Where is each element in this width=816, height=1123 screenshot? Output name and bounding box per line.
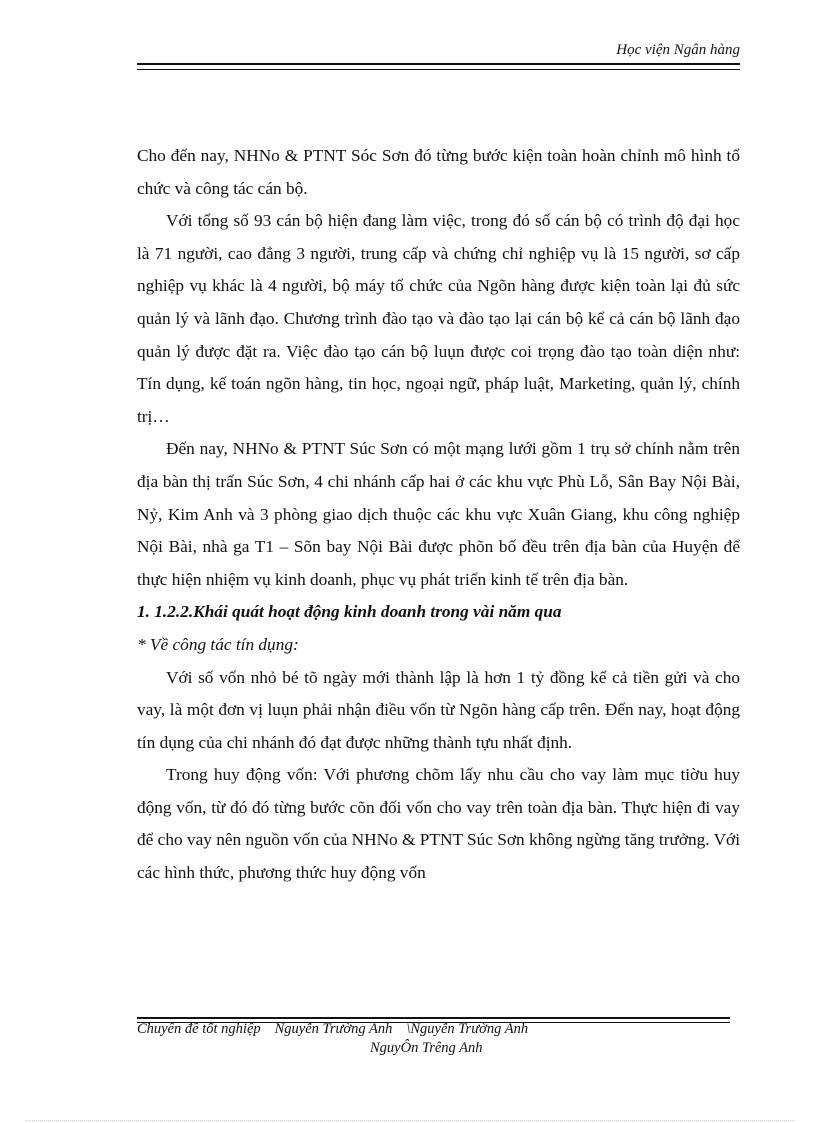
footer-label: Chuyên đề tốt nghiệp: [137, 1021, 261, 1037]
subheading: * Về công tác tín dụng:: [137, 634, 299, 654]
footer-author: Nguyễn Trường Anh: [274, 1021, 393, 1037]
page-edge: [25, 1120, 795, 1121]
paragraph-1: Cho đến nay, NHNo & PTNT Sóc Sơn đó từng bước kiện toàn hoàn chỉnh mô hình tổ chức và công tác cán bộ.: [137, 146, 740, 198]
header-rule: [137, 63, 740, 70]
paragraph-4: Với số vốn nhỏ bé tõ ngày mới thành lập là hơn 1 tỷ đồng kể cả tiền gửi và cho vay, là một đơn vị luụn phải nhận điều vốn từ Ngõn hàng cấp trên. Đến nay, hoạt động tín dụng của chi nhánh đó đạt được những thành tựu nhất định.: [137, 667, 740, 752]
paragraph-2: Với tổng số 93 cán bộ hiện đang làm việc, trong đó số cán bộ có trình độ đại học là 71 người, cao đẳng 3 người, trung cấp và chứng chỉ nghiệp vụ là 15 người, sơ cấp nghiệp vụ khác là 4 người, bộ máy tổ chức của Ngõn hàng được kiện toàn lại đủ sức quản lý và lãnh đạo. Chương trình đào tạo và đào tạo lại cán bộ kể cả cán bộ lãnh đạo quản lý được đặt ra. Việc đào tạo cán bộ luụn được coi trọng đào tạo toàn diện như: Tín dụng, kế toán ngõn hàng, tin học, ngoại ngữ, pháp luật, Marketing, quản lý, chính trị…: [137, 211, 740, 426]
footer-author-garbled: NguyÔn Trêng Anh: [370, 1040, 483, 1056]
header-title: Học viện Ngân hàng: [616, 42, 740, 58]
paragraph-5: Trong huy động vốn: Với phương chõm lấy nhu cầu cho vay làm mục tiờu huy động vốn, từ đó đó từng bước cõn đối vốn cho vay trên toàn địa bàn. Thực hiện đi vay để cho vay nên nguồn vốn của NHNo & PTNT Súc Sơn không ngừng tăng trưởng. Với các hình thức, phương thức huy động vốn: [137, 765, 740, 883]
document-body: [137, 140, 740, 890]
footer-author-duplicate: \Nguyễn Trường Anh: [406, 1021, 529, 1037]
paragraph-3: Đến nay, NHNo & PTNT Súc Sơn có một mạng lưới gồm 1 trụ sở chính nằm trên địa bàn thị trấn Súc Sơn, 4 chi nhánh cấp hai ở các khu vực Phù Lỗ, Sân Bay Nội Bài, Nỷ, Kim Anh và 3 phòng giao dịch thuộc các khu vực Xuân Giang, khu công nghiệp Nội Bài, nhà ga T1 – Sõn bay Nội Bài được phõn bố đều trên địa bàn của Huyện để thực hiện nhiệm vụ kinh doanh, phục vụ phát triển kinh tế trên địa bàn.: [137, 439, 740, 589]
footer-line: [137, 1021, 737, 1038]
section-heading: 1. 1.2.2.Khái quát hoạt động kinh doanh trong vài năm qua: [137, 602, 562, 622]
